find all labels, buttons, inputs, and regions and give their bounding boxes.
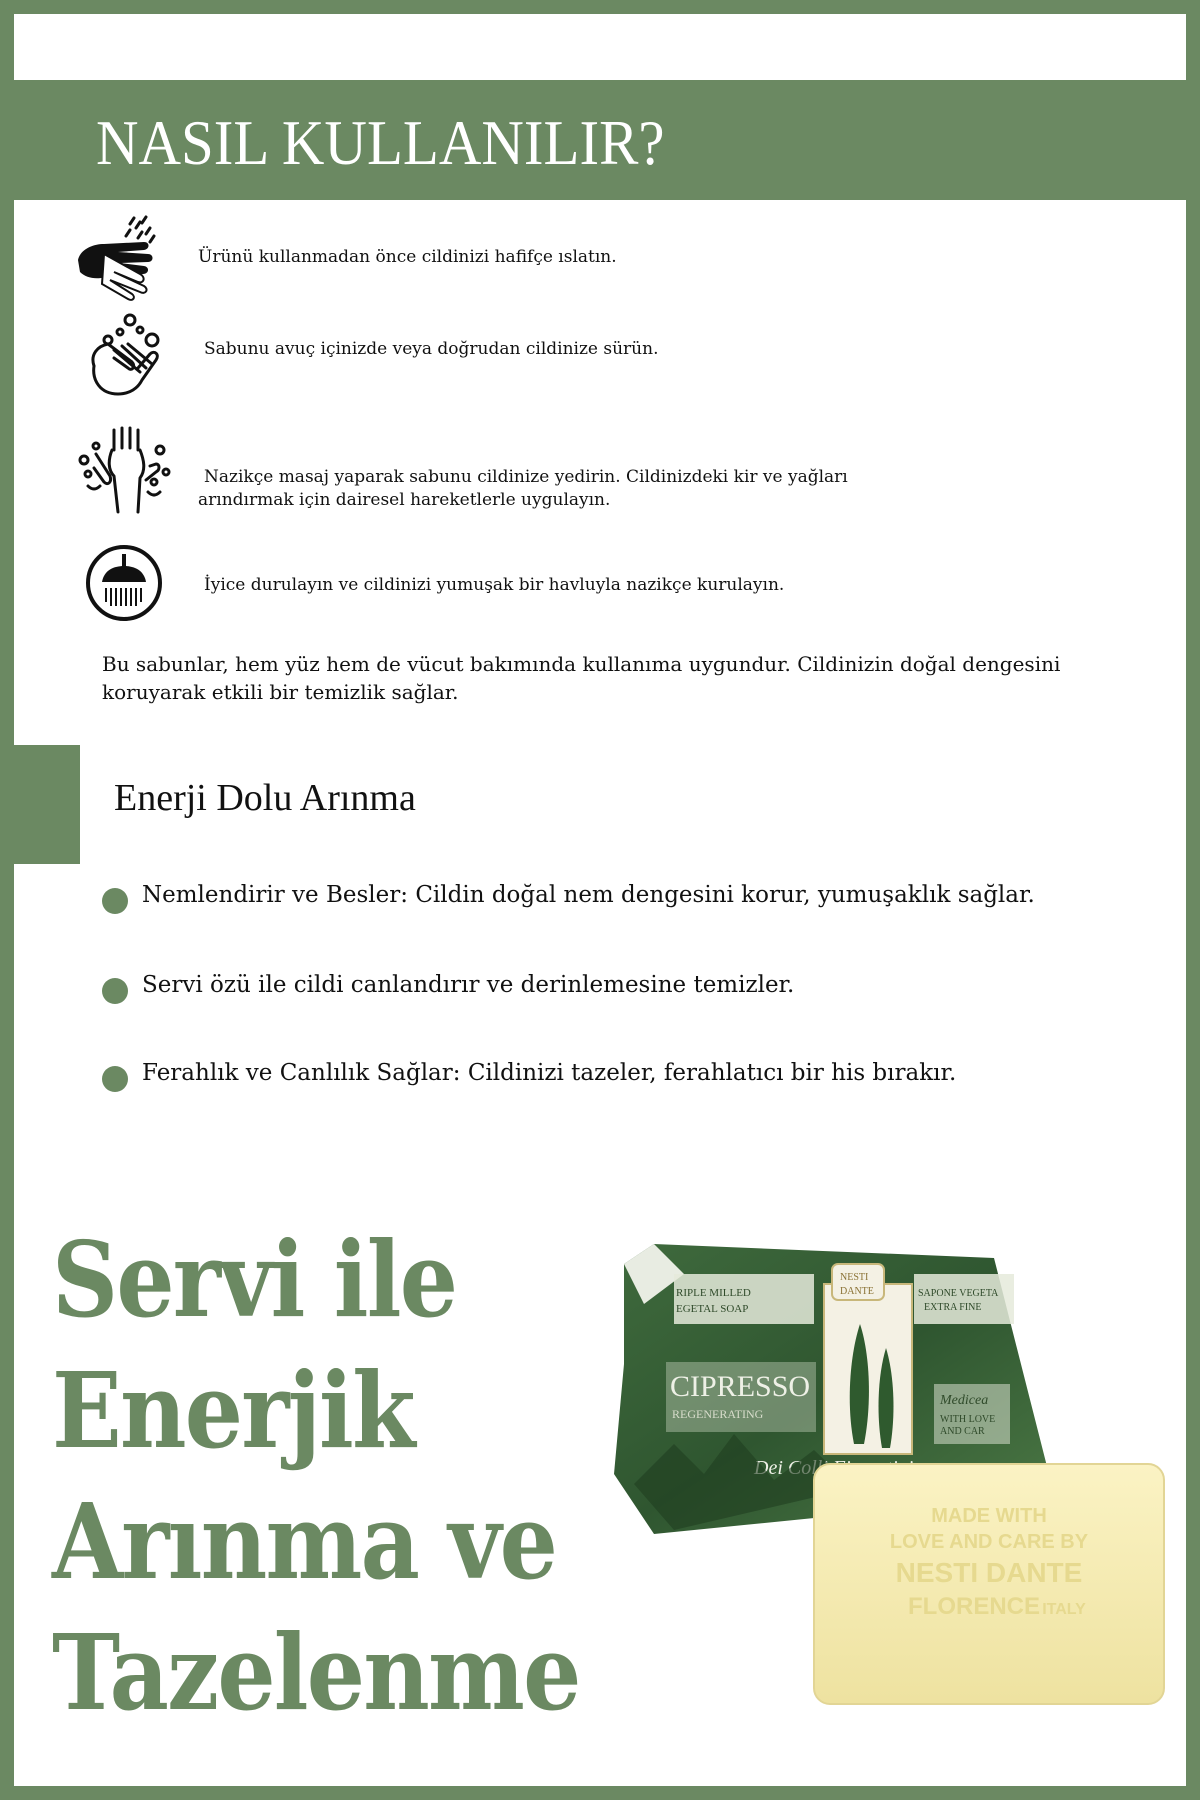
brand-badge-text-1: NESTI bbox=[840, 1272, 869, 1283]
brand-badge-text-2: DANTE bbox=[840, 1286, 874, 1297]
section-title: Enerji Dolu Arınma bbox=[114, 777, 416, 819]
box-right-text-1: SAPONE VEGETA bbox=[918, 1288, 999, 1299]
benefit-text: Servi özü ile cildi canlandırır ve derinlemesine temizler. bbox=[142, 972, 795, 998]
soap-text-3: NESTI DANTE bbox=[895, 1557, 1083, 1588]
step-2 bbox=[74, 310, 1074, 400]
soap-text-1: MADE WITH bbox=[931, 1505, 1047, 1527]
step-1-text: Ürünü kullanmadan önce cildinizi hafifçe ıslatın. bbox=[198, 247, 617, 267]
description-paragraph bbox=[102, 650, 1082, 706]
shower-icon bbox=[74, 538, 174, 628]
header-bar bbox=[14, 80, 1186, 200]
bullet-dot-icon bbox=[102, 888, 128, 914]
headline-line-3: Arınma ve bbox=[52, 1480, 557, 1603]
section-side-tab bbox=[14, 745, 80, 864]
headline-line-4: Tazelenme bbox=[52, 1611, 580, 1734]
benefit-item bbox=[102, 880, 1102, 920]
page-panel bbox=[14, 14, 1186, 1786]
soap-text-5: ITALY bbox=[1042, 1601, 1086, 1618]
benefit-text: Ferahlık ve Canlılık Sağlar: Cildinizi tazeler, ferahlatıcı bir his bırakır. bbox=[142, 1060, 957, 1086]
bullet-dot-icon bbox=[102, 978, 128, 1004]
headline bbox=[52, 1214, 580, 1738]
box-left-text-1: RIPLE MILLED bbox=[676, 1287, 751, 1299]
lathering-hands-icon bbox=[74, 310, 174, 400]
box-side-text-1: Medicea bbox=[940, 1393, 989, 1408]
step-4-text: İyice durulayın ve cildinizi yumuşak bir havluyla nazikçe kurulayın. bbox=[204, 575, 785, 595]
step-2-text: Sabunu avuç içinizde veya doğrudan cildinize sürün. bbox=[204, 339, 659, 359]
box-right-text-2: EXTRA FINE bbox=[924, 1302, 982, 1313]
description-line-1: Bu sabunlar, hem yüz hem de vücut bakımında kullanıma uygundur. Cildinizin doğal dengesini bbox=[102, 652, 1061, 676]
step-3 bbox=[74, 424, 1074, 514]
product-name: CIPRESSO bbox=[670, 1370, 811, 1403]
massage-hands-icon bbox=[74, 424, 174, 514]
page-title: NASIL KULLANILIR? bbox=[96, 107, 665, 178]
benefit-text: Nemlendirir ve Besler: Cildin doğal nem dengesini korur, yumuşaklık sağlar. bbox=[142, 882, 1035, 908]
headline-line-2: Enerjik bbox=[52, 1349, 414, 1472]
soap-text-4: FLORENCE bbox=[908, 1593, 1040, 1620]
box-script-text: Dei bbox=[754, 1457, 783, 1479]
product-image bbox=[614, 1244, 1174, 1744]
step-3-text-line2: arındırmak için dairesel hareketlerle uygulayın. bbox=[198, 490, 611, 510]
box-side-text-3: AND CAR bbox=[940, 1426, 985, 1437]
step-1 bbox=[74, 214, 1074, 304]
wet-hands-icon bbox=[74, 214, 174, 304]
bullet-dot-icon bbox=[102, 1066, 128, 1092]
step-3-text-line1: Nazikçe masaj yaparak sabunu cildinize yedirin. Cildinizdeki kir ve yağları bbox=[204, 467, 848, 487]
benefit-item bbox=[102, 1058, 1102, 1098]
benefit-item bbox=[102, 970, 1102, 1010]
product-subtitle: REGENERATING bbox=[672, 1407, 764, 1421]
box-side-text-2: WITH LOVE bbox=[940, 1414, 996, 1425]
step-4 bbox=[74, 538, 1074, 628]
soap-bar bbox=[814, 1464, 1164, 1704]
soap-text-2: LOVE AND CARE BY bbox=[889, 1531, 1089, 1553]
description-line-2: koruyarak etkili bir temizlik sağlar. bbox=[102, 680, 459, 704]
headline-line-1: Servi ile bbox=[52, 1218, 457, 1341]
box-left-text-2: EGETAL SOAP bbox=[676, 1303, 749, 1315]
